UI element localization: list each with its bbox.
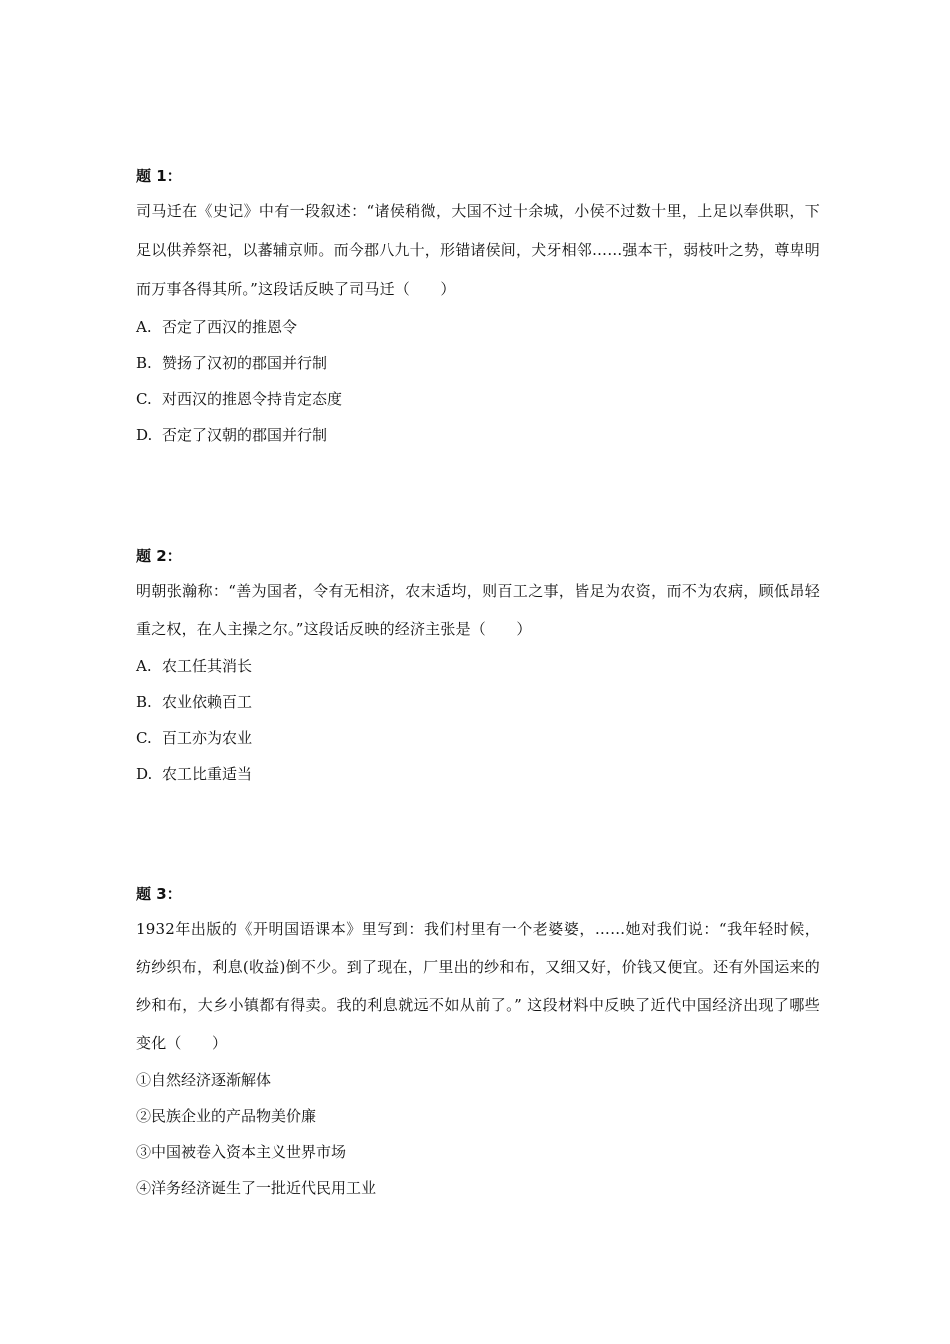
option-text: ②民族企业的产品物美价廉: [136, 1107, 317, 1125]
question-3: [136, 884, 820, 1206]
option-key: C.: [136, 390, 152, 408]
statement-3: [136, 1134, 820, 1170]
question-title: 题 2：: [136, 547, 182, 565]
option-key: A.: [136, 657, 152, 675]
option-d: [136, 417, 820, 453]
option-list: [136, 309, 820, 453]
option-key: D.: [136, 765, 153, 783]
question-title: 题 3：: [136, 885, 182, 903]
option-list: [136, 648, 820, 792]
question-stem: 明朝张瀚称：“善为国者，令有无相济，农末适均，则百工之事，皆足为农资，而不为农病，顾低昂轻重之权，在人主操之尔。”这段话反映的经济主张是（ ）: [136, 582, 820, 638]
option-key: A.: [136, 318, 152, 336]
question-1: [136, 166, 820, 453]
question-stem: 司马迁在《史记》中有一段叙述：“诸侯稍微，大国不过十余城，小侯不过数十里，上足以奉供职，下足以供养祭祀，以蕃辅京师。而今郡八九十，形错诸侯间，犬牙相邻……强本干，弱枝叶之势，尊卑明而万事各得其所。”这段话反映了司马迁（ ）: [136, 202, 821, 298]
option-c: [136, 720, 820, 756]
option-text: 百工亦为农业: [162, 729, 253, 747]
option-text: 农工任其消长: [162, 657, 253, 675]
option-d: [136, 756, 820, 792]
option-text: ①自然经济逐渐解体: [136, 1071, 272, 1089]
option-key: C.: [136, 729, 152, 747]
option-text: ④洋务经济诞生了一批近代民用工业: [136, 1179, 377, 1197]
option-text: 否定了汉朝的郡国并行制: [162, 426, 328, 444]
option-b: [136, 345, 820, 381]
option-c: [136, 381, 820, 417]
option-list: [136, 1062, 820, 1206]
statement-4: [136, 1170, 820, 1206]
question-title: 题 1：: [136, 167, 182, 185]
option-text: 农业依赖百工: [162, 693, 253, 711]
option-text: 对西汉的推恩令持肯定态度: [162, 390, 343, 408]
option-a: [136, 648, 820, 684]
option-key: D.: [136, 426, 153, 444]
option-text: 否定了西汉的推恩令: [162, 318, 298, 336]
option-b: [136, 684, 820, 720]
option-key: B.: [136, 693, 152, 711]
option-text: 农工比重适当: [162, 765, 253, 783]
option-text: 赞扬了汉初的郡国并行制: [162, 354, 328, 372]
statement-2: [136, 1098, 820, 1134]
option-text: ③中国被卷入资本主义世界市场: [136, 1143, 347, 1161]
statement-1: [136, 1062, 820, 1098]
question-stem: 1932年出版的《开明国语课本》里写到：我们村里有一个老婆婆，……她对我们说：“我年轻时候，纺纱织布，利息(收益)倒不少。到了现在，厂里出的纱和布，又细又好，价钱又便宜。还有外国运来的纱和布，大乡小镇都有得卖。我的利息就远不如从前了。” 这段材料中反映了近代中国经济出现了哪些变化（ ）: [136, 920, 820, 1052]
option-key: B.: [136, 354, 152, 372]
option-a: [136, 309, 820, 345]
question-2: [136, 546, 820, 792]
